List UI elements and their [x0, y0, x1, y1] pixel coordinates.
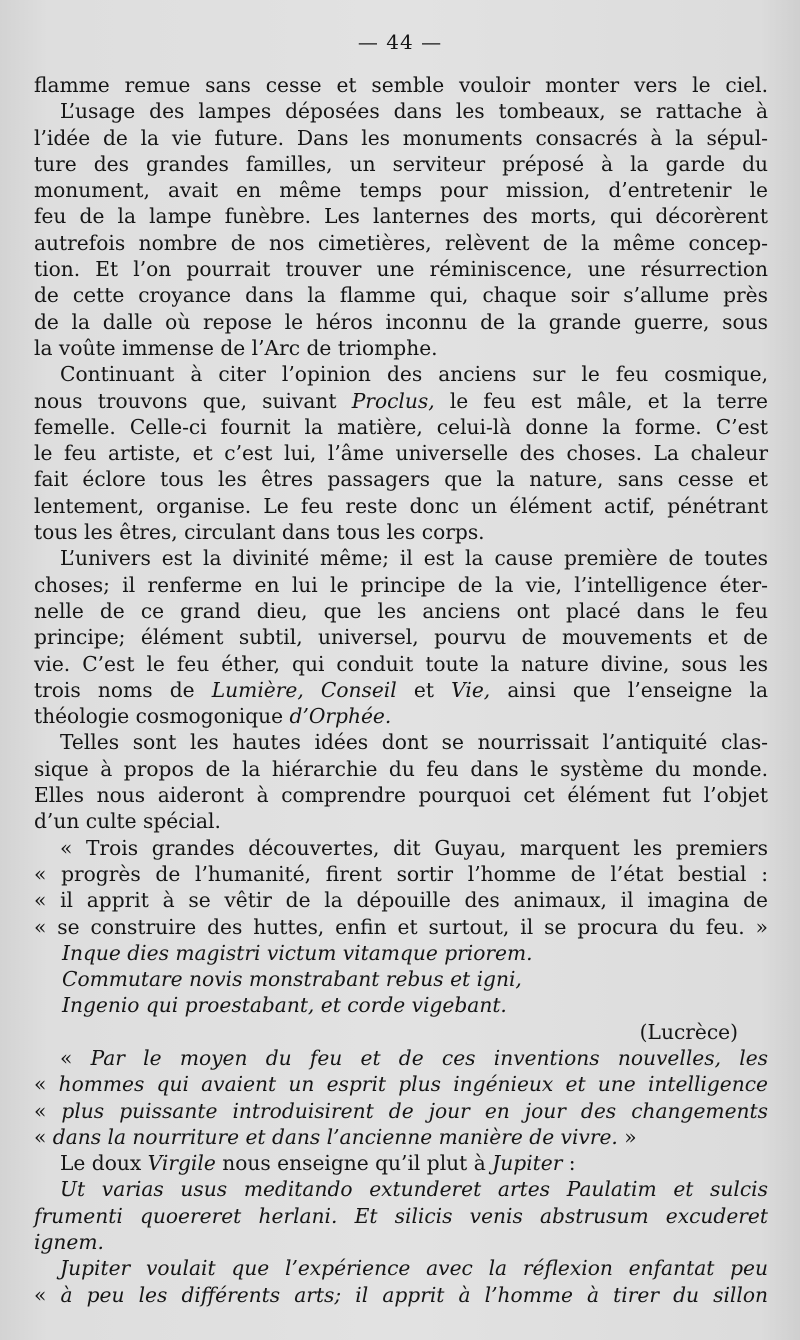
- text-line: lentement, organise. Le feu reste donc un élément actif, pénétrant: [34, 493, 768, 518]
- translation-line: « à peu les différents arts; il apprit à l’homme à tirer du sillon: [34, 1282, 768, 1307]
- translation-line: « plus puissante introduisirent de jour en jour des changements: [34, 1098, 768, 1123]
- text-line: L’univers est la divinité même; il est la cause première de toutes: [60, 546, 768, 571]
- text-line: nous trouvons que, suivant Proclus, le feu est mâle, et la terre: [34, 388, 768, 413]
- text-line: feu de la lampe funèbre. Les lanternes des morts, qui décorèrent: [34, 204, 768, 229]
- text-line: de cette croyance dans la flamme qui, chaque soir s’allume près: [34, 283, 768, 308]
- text-line: le feu artiste, et c’est lui, l’âme universelle des choses. La chaleur: [34, 441, 768, 466]
- text-line: autrefois nombre de nos cimetières, relèvent de la même concep-: [34, 230, 768, 255]
- text-line: flamme remue sans cesse et semble vouloir monter vers le ciel.: [34, 73, 768, 97]
- text-line: d’un culte spécial.: [34, 809, 221, 834]
- text-line: monument, avait en même temps pour mission, d’entretenir le: [34, 178, 768, 203]
- translation-line: « dans la nourriture et dans l’ancienne manière de vivre. »: [34, 1124, 637, 1149]
- text-line: choses; il renferme en lui le principe de la vie, l’intelligence éter-: [34, 572, 768, 597]
- text-line: de la dalle où repose le héros inconnu de la grande guerre, sous: [34, 309, 768, 334]
- text-line: trois noms de Lumière, Conseil et Vie, ainsi que l’enseigne la: [34, 677, 768, 702]
- latin-line: Ut varias usus meditando extunderet artes Paulatim et sulcis: [60, 1177, 768, 1202]
- text-line: nelle de ce grand dieu, que les anciens ont placé dans le feu: [34, 598, 768, 623]
- text-line: femelle. Celle-ci fournit la matière, celui-là donne la forme. C’est: [34, 414, 768, 439]
- text-line: Telles sont les hautes idées dont se nourrissait l’antiquité clas-: [60, 730, 768, 755]
- text-line: principe; élément subtil, universel, pourvu de mouvements et de: [34, 625, 768, 650]
- quote-line: « se construire des huttes, enfin et surtout, il se procura du feu. »: [34, 914, 768, 939]
- quote-line: « progrès de l’humanité, firent sortir l’homme de l’état bestial :: [34, 861, 768, 886]
- text-line: Continuant à citer l’opinion des anciens sur le feu cosmique,: [60, 362, 768, 387]
- author-name: Proclus,: [351, 388, 435, 413]
- text-line: Elles nous aideront à comprendre pourquoi cet élément fut l’objet: [34, 783, 768, 808]
- body-text: [34, 72, 768, 1308]
- text-line: théologie cosmogonique d’Orphée.: [34, 704, 392, 729]
- latin-line: ignem.: [34, 1230, 104, 1255]
- text-line: Le doux Virgile nous enseigne qu’il plut à Jupiter :: [60, 1151, 576, 1176]
- text-line: L’usage des lampes déposées dans les tombeaux, se rattache à: [60, 99, 768, 124]
- text-line: ture des grandes familles, un serviteur préposé à la garde du: [34, 151, 768, 176]
- text-line: fait éclore tous les êtres passagers que la nature, sans cesse et: [34, 467, 768, 492]
- page-number: — 44 —: [357, 30, 443, 54]
- text-line: sique à propos de la hiérarchie du feu dans le système du monde.: [34, 756, 768, 781]
- translation-line: Jupiter voulait que l’expérience avec la réflexion enfantat peu: [60, 1256, 768, 1281]
- latin-line: frumenti quoereret herlani. Et silicis venis abstrusum excuderet: [34, 1203, 768, 1228]
- translation-line: « Par le moyen du feu et de ces inventions nouvelles, les: [60, 1045, 768, 1070]
- verse-line: Ingenio qui proestabant, et corde vigebant.: [62, 993, 507, 1018]
- text-line: tous les êtres, circulant dans tous les corps.: [34, 520, 485, 545]
- quote-line: « il apprit à se vêtir de la dépouille des animaux, il imagina de: [34, 888, 768, 913]
- text-line: l’idée de la vie future. Dans les monuments consacrés à la sépul-: [34, 125, 768, 150]
- text-line: tion. Et l’on pourrait trouver une réminiscence, une résurrection: [34, 257, 768, 282]
- verse-attribution: (Lucrèce): [639, 1019, 738, 1044]
- verse-line: Commutare novis monstrabant rebus et igni,: [62, 967, 522, 992]
- translation-line: « hommes qui avaient un esprit plus ingénieux et une intelligence: [34, 1072, 768, 1097]
- text-line: vie. C’est le feu éther, qui conduit toute la nature divine, sous les: [34, 651, 768, 676]
- quote-line: « Trois grandes découvertes, dit Guyau, marquent les premiers: [60, 835, 768, 860]
- verse-line: Inque dies magistri victum vitamque priorem.: [62, 940, 533, 965]
- text-line: la voûte immense de l’Arc de triomphe.: [34, 335, 438, 360]
